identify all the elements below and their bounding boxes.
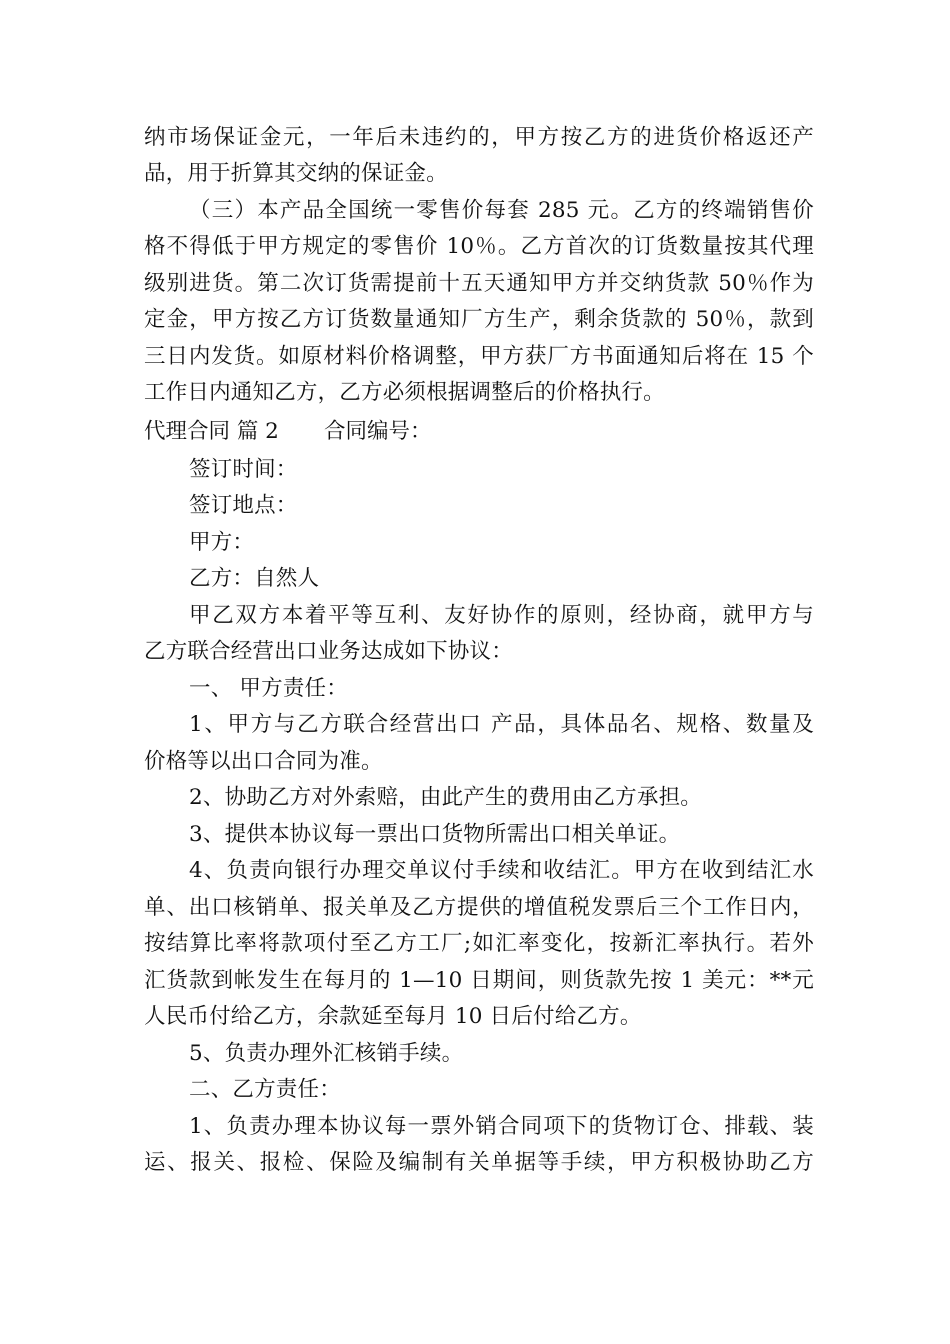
sign-place-label: 签订地点： xyxy=(189,493,298,518)
text-line: 三日内发货。如原材料价格调整，甲方获厂方书面通知后将在 15 个 xyxy=(144,344,814,369)
text-line: 2、协助乙方对外索赔，由此产生的费用由乙方承担。 xyxy=(189,785,702,810)
contract-number-label: 合同编号： xyxy=(324,419,432,444)
text-line: （三）本产品全国统一零售价每套 285 元。乙方的终端销售价 xyxy=(189,198,814,223)
section-heading: 一、 甲方责任： xyxy=(189,676,348,701)
text-line: 定金，甲方按乙方订货数量通知厂方生产，剩余货款的 50％，款到 xyxy=(144,307,814,332)
text-line: 甲乙双方本着平等互利、友好协作的原则，经协商，就甲方与 xyxy=(189,603,814,628)
text-line: 价格等以出口合同为准。 xyxy=(144,749,383,774)
text-line: 乙方联合经营出口业务达成如下协议： xyxy=(144,639,513,664)
party-b-label: 乙方：自然人 xyxy=(189,566,320,591)
text-line: 格不得低于甲方规定的零售价 10％。乙方首次的订货数量按其代理 xyxy=(144,234,814,259)
section-heading: 二、乙方责任： xyxy=(189,1077,341,1102)
text-line: 4、负责向银行办理交单议付手续和收结汇。甲方在收到结汇水 xyxy=(189,858,814,883)
text-line: 级别进货。第二次订货需提前十五天通知甲方并交纳货款 50％作为 xyxy=(144,271,814,296)
party-a-label: 甲方： xyxy=(189,530,255,555)
text-line: 5、负责办理外汇核销手续。 xyxy=(189,1041,464,1066)
sign-time-label: 签订时间： xyxy=(189,457,298,482)
text-line: 3、提供本协议每一票出口货物所需出口相关单证。 xyxy=(189,822,681,847)
text-line: 汇货款到帐发生在每月的 1—10 日期间，则货款先按 1 美元：**元 xyxy=(144,968,814,993)
text-line: 工作日内通知乙方，乙方必须根据调整后的价格执行。 xyxy=(144,380,665,405)
section-title: 代理合同 篇 2 xyxy=(144,419,279,444)
text-line: 单、出口核销单、报关单及乙方提供的增值税发票后三个工作日内， xyxy=(144,895,814,920)
text-line: 按结算比率将款项付至乙方工厂;如汇率变化，按新汇率执行。若外 xyxy=(144,931,814,956)
text-line: 品，用于折算其交纳的保证金。 xyxy=(144,161,448,186)
text-line: 1、负责办理本协议每一票外销合同项下的货物订仓、排载、装 xyxy=(189,1114,814,1139)
text-line: 1、甲方与乙方联合经营出口 产品，具体品名、规格、数量及 xyxy=(189,712,814,737)
text-line: 运、报关、报检、保险及编制有关单据等手续，甲方积极协助乙方 xyxy=(144,1150,814,1175)
text-line: 纳市场保证金元，一年后未违约的，甲方按乙方的进货价格返还产 xyxy=(144,125,814,150)
text-line: 人民币付给乙方，余款延至每月 10 日后付给乙方。 xyxy=(144,1004,642,1029)
